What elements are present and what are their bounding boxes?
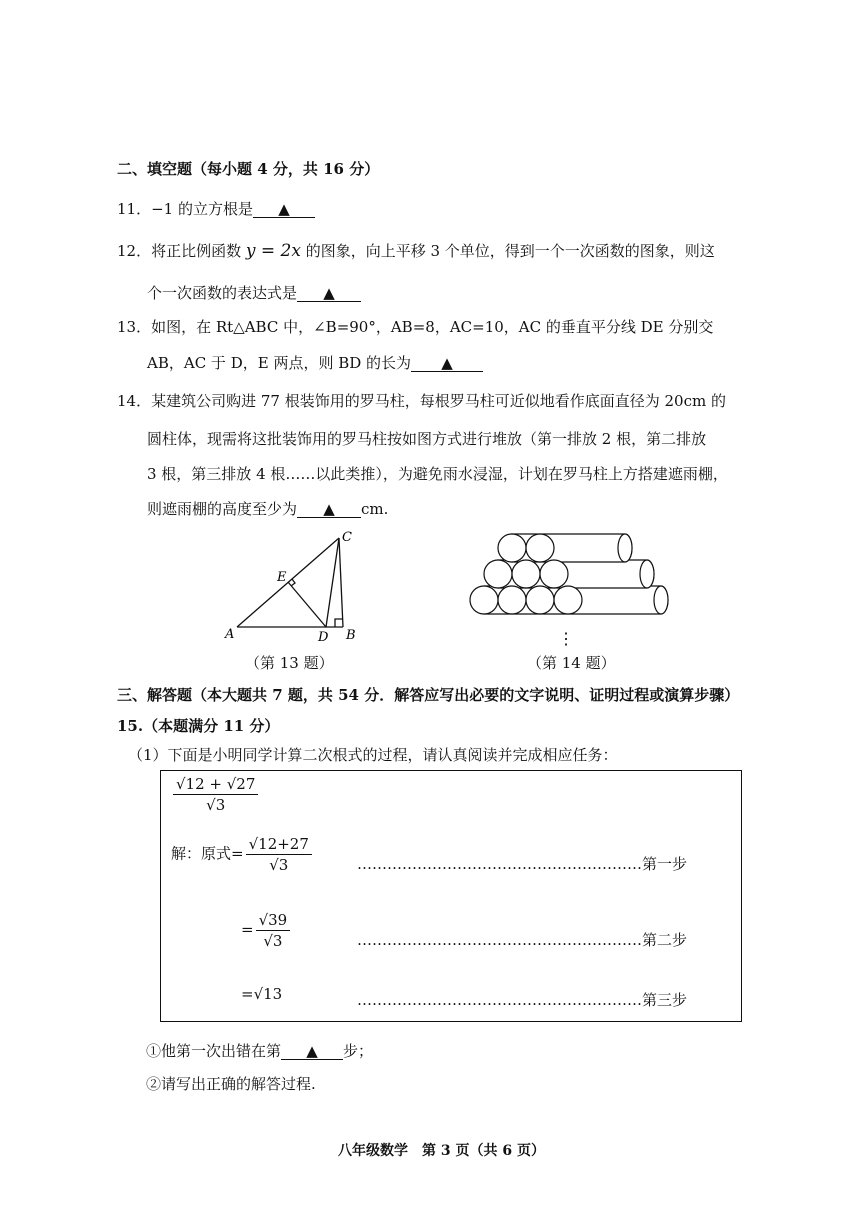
figure-14-columns (465, 532, 680, 650)
step2-numerator: √39 (256, 911, 291, 931)
q13-text-a: 如图，在 Rt△ABC 中，∠B=90°，AB=8，AC=10，AC 的垂直平分线 DE 分别交 (151, 318, 714, 336)
task1-text-b: 步； (343, 1042, 374, 1060)
q13-number: 13． (117, 318, 152, 336)
q12-text-a: 将正比例函数 (151, 242, 246, 260)
q14-text-a: 某建筑公司购进 77 根装饰用的罗马柱，每根罗马柱可近似地看作底面直径为 20cm 的 (151, 392, 726, 410)
continuation-dots: ⋮ (558, 629, 574, 648)
q15-part1: （1）下面是小明同学计算二次根式的过程，请认真阅读并完成相应任务： (128, 746, 618, 764)
page-footer: 八年级数学 第 3 页（共 6 页） (338, 1143, 545, 1159)
step2-expression: = $\frac{√39}{√3}$ (241, 911, 292, 950)
q15-title: 15.（本题满分 11 分） (117, 717, 280, 735)
section3-heading: 三、解答题（本大题共 7 题，共 54 分．解答应写出必要的文字说明、证明过程或演算步骤） (117, 686, 740, 704)
question-12-line1 (117, 240, 715, 261)
question-13-line1 (117, 316, 713, 337)
task1-answer-blank[interactable]: ▲ (281, 1043, 343, 1060)
q13-text-b: AB，AC 于 D，E 两点，则 BD 的长为 (147, 354, 412, 372)
figure-13-caption: （第 13 题） (245, 654, 334, 672)
question-13-line2 (147, 352, 483, 373)
q14-text-d: 则遮雨棚的高度至少为 (147, 500, 298, 518)
question-12-line2 (147, 282, 361, 303)
label-a: A (225, 627, 235, 642)
question-14-line3: 3 根，第三排放 4 根……以此类推），为避免雨水浸湿，计划在罗马柱上方搭建遮雨棚， (147, 465, 728, 483)
q14-number: 14． (117, 392, 152, 410)
q12-number: 12． (117, 242, 152, 260)
figure-13-triangle (215, 525, 365, 650)
q12-text-c: 个一次函数的表达式是 (147, 284, 298, 302)
original-expression (171, 775, 260, 814)
q12-formula: y = 2x (245, 241, 301, 261)
step2-denominator: √3 (263, 932, 283, 950)
q15-task2: ②请写出正确的解答过程. (146, 1075, 316, 1093)
question-14-line1 (117, 390, 726, 411)
step3-label: …………………………………………………第三步 (357, 991, 688, 1009)
label-d: D (318, 630, 329, 645)
step3-expression: =√13 (241, 985, 283, 1003)
question-14-line4 (147, 498, 388, 519)
q15-task1 (146, 1040, 373, 1061)
q11-text: −1 的立方根是 (151, 200, 253, 218)
q13-answer-blank[interactable]: ▲ (411, 355, 483, 372)
step1-expression: 解：原式= $\frac{√12+27}{√3}$ (171, 835, 314, 874)
section2-heading: 二、填空题（每小题 4 分，共 16 分） (117, 160, 380, 178)
label-b: B (346, 628, 356, 643)
question-14-line2: 圆柱体，现需将这批装饰用的罗马柱按如图方式进行堆放（第一排放 2 根，第二排放 (147, 430, 707, 448)
q12-answer-blank[interactable]: ▲ (297, 285, 361, 302)
label-c: C (342, 530, 352, 545)
q11-number: 11． (117, 200, 152, 218)
figure-14-caption: （第 14 题） (527, 654, 616, 672)
question-11 (117, 198, 315, 219)
step1-denominator: √3 (269, 856, 289, 874)
task1-text-a: ①他第一次出错在第 (146, 1042, 282, 1060)
step1-label: …………………………………………………第一步 (357, 855, 688, 873)
solution-label: 解：原式 (171, 844, 232, 863)
expr-denominator: √3 (206, 796, 226, 814)
q11-answer-blank[interactable]: ▲ (253, 201, 315, 218)
q14-answer-blank[interactable]: ▲ (297, 501, 361, 518)
step2-label: …………………………………………………第二步 (357, 931, 688, 949)
expr-numerator: √12 + √27 (173, 775, 258, 795)
step1-numerator: √12+27 (246, 835, 312, 855)
q14-text-e: cm. (361, 500, 389, 518)
step3-value: √13 (253, 985, 283, 1003)
q12-text-b: 的图象，向上平移 3 个单位，得到一个一次函数的图象，则这 (300, 242, 715, 260)
label-e: E (277, 570, 287, 585)
solution-box (160, 770, 742, 1022)
